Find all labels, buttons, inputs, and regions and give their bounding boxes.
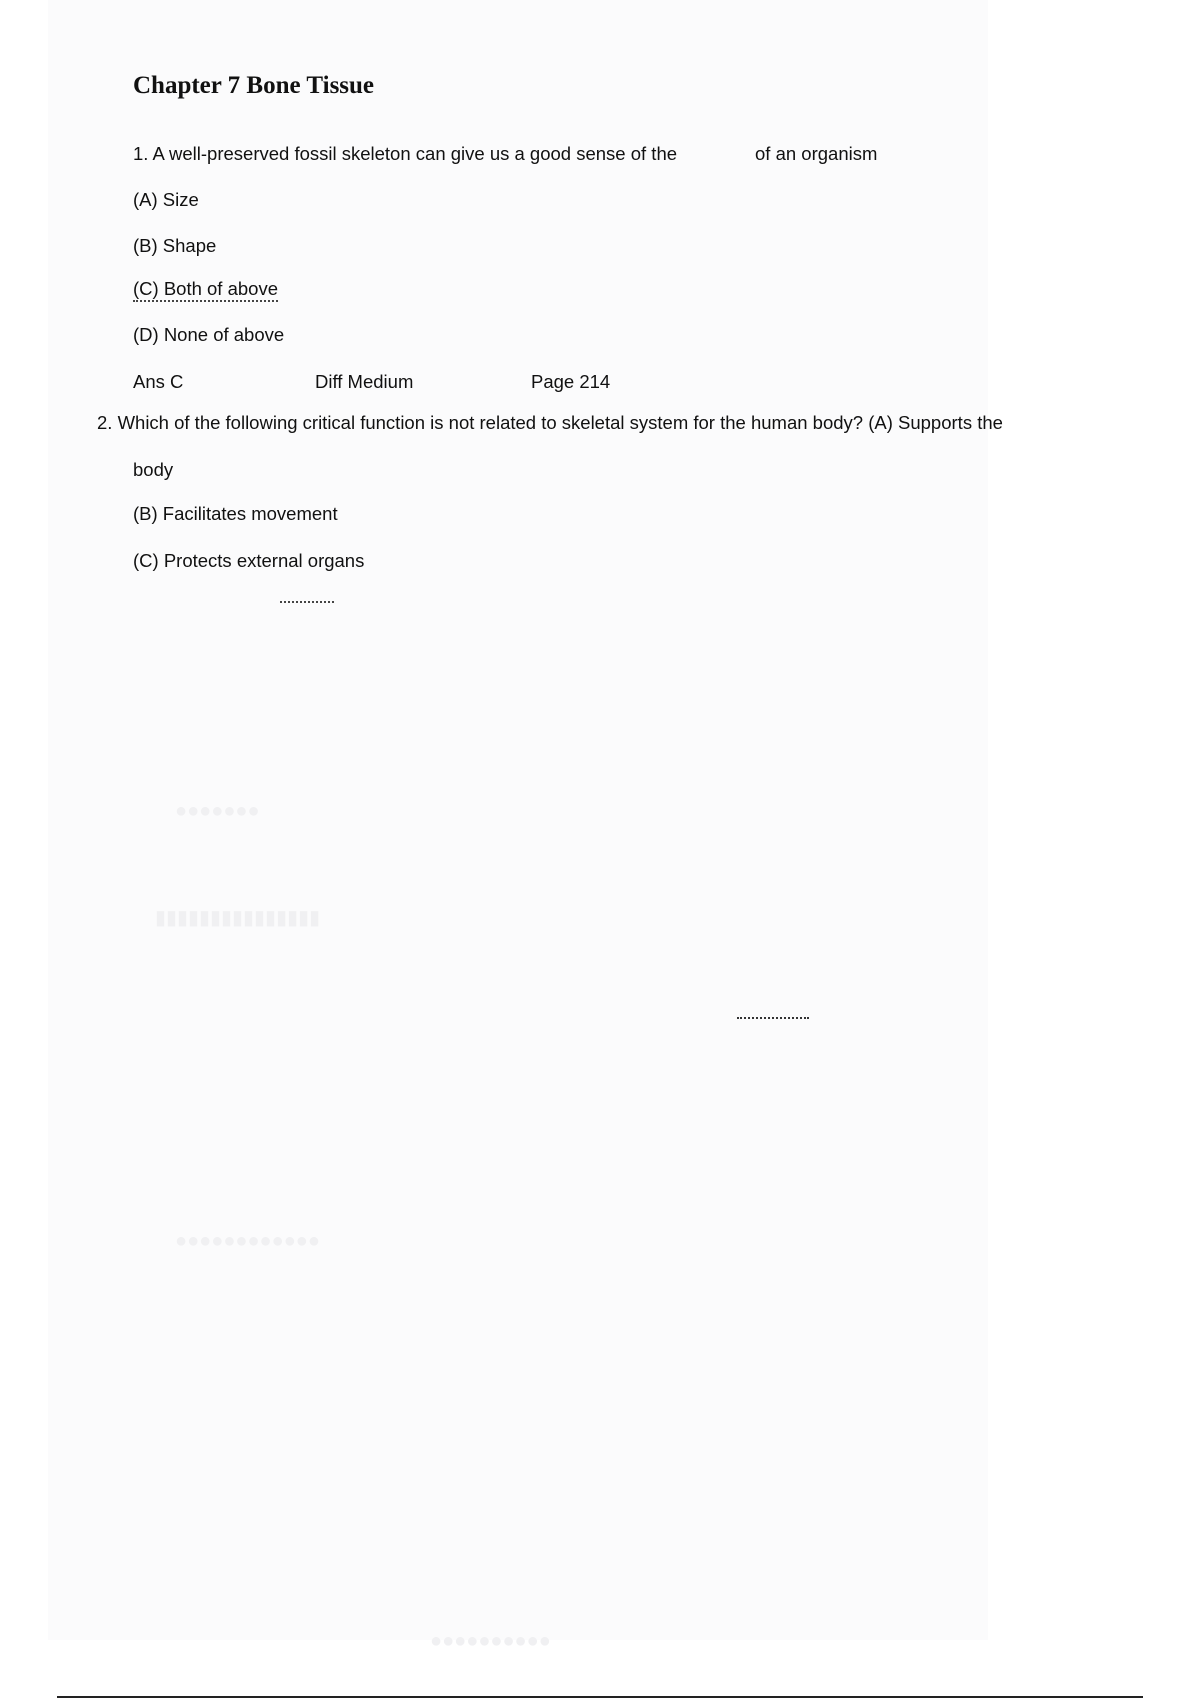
page-title: Chapter 7 Bone Tissue	[133, 72, 375, 99]
q1-difficulty: Diff Medium	[315, 371, 414, 392]
faint-heading: ▮▮▮▮▮▮▮▮▮▮▮▮▮▮▮	[155, 907, 321, 929]
question-2-stem-cont: body	[133, 459, 174, 480]
q1-option-a: (A) Size	[133, 189, 199, 210]
question-1	[133, 143, 877, 165]
faint-dotted-mark	[737, 1017, 809, 1019]
dotted-mark	[280, 601, 334, 603]
question-2-stem: 2. Which of the following critical function is not related to skeletal system for the human body? (A) Supports the	[97, 412, 1003, 433]
faint-footer: ●●●●●●●●●●	[430, 1630, 551, 1652]
q1-answer: Ans C	[133, 371, 184, 392]
faint-text-row: ●●●●●●●●●●●●	[175, 1230, 320, 1252]
bottom-rule	[57, 1696, 1143, 1698]
q1-option-c-label: (C) Both of above	[133, 278, 278, 302]
q2-option-c: (C) Protects external organs	[133, 550, 365, 571]
faint-text-row: ●●●●●●●	[175, 800, 260, 822]
q1-option-c	[133, 278, 278, 300]
question-1-stem-end: of an organism	[755, 143, 878, 164]
question-1-stem: 1. A well-preserved fossil skeleton can give us a good sense of the	[133, 143, 678, 164]
q2-option-b: (B) Facilitates movement	[133, 503, 338, 524]
q1-option-d: (D) None of above	[133, 324, 285, 345]
q1-option-b: (B) Shape	[133, 235, 217, 256]
q1-page: Page 214	[531, 371, 611, 392]
